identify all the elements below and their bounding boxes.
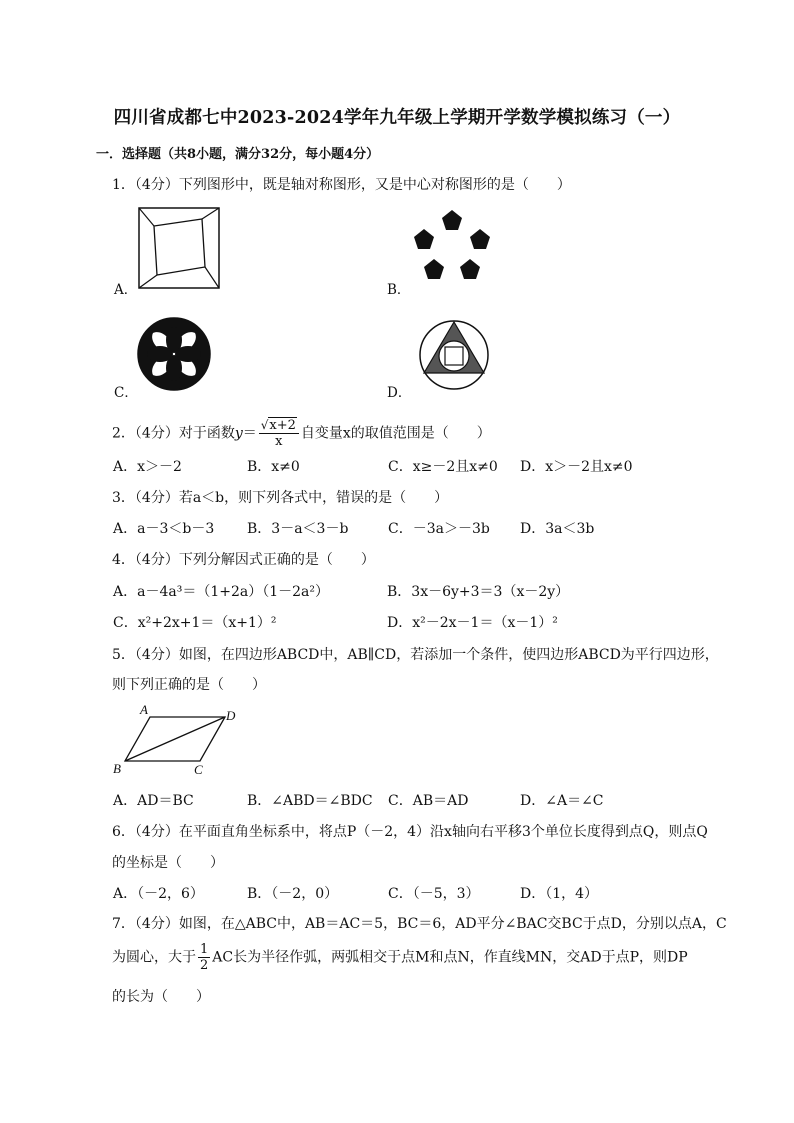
half-numerator: 1 <box>200 942 209 957</box>
q4-option-a[interactable]: A．a－4a³＝（1+2a）（1－2a²） <box>113 584 329 600</box>
fig5-label-a: A <box>140 702 148 717</box>
question-3-text: 3．（4分）若a＜b，则下列各式中，错误的是（ ） <box>112 490 449 506</box>
q2-option-a[interactable]: A．x＞－2 <box>113 459 182 475</box>
figure-1c-label: C． <box>114 385 138 401</box>
question-6-line-1: 6．（4分）在平面直角坐标系中，将点P（－2，4）沿x轴向右平移3个单位长度得到点Q，则点Q <box>112 824 708 840</box>
q5-option-b[interactable]: B．∠ABD＝∠BDC <box>247 793 373 809</box>
q3-option-b[interactable]: B．3－a＜3－b <box>247 521 349 537</box>
figure-1a-squares <box>138 207 220 289</box>
question-5-line-2: 则下列正确的是（ ） <box>112 677 266 693</box>
q5-option-d[interactable]: D．∠A＝∠C <box>520 793 604 809</box>
figure-5-parallelogram <box>110 702 250 778</box>
question-7-line-3: 的长为（ ） <box>112 989 210 1005</box>
figure-1b-label: B． <box>387 282 411 298</box>
question-2-suffix: 自变量x的取值范围是（ ） <box>300 425 491 442</box>
page-title: 四川省成都七中2023-2024学年九年级上学期开学数学模拟练习（一） <box>113 108 681 128</box>
fig5-label-d: D <box>226 708 236 723</box>
question-7-line-2-pre: 为圆心，大于 <box>112 949 196 966</box>
question-6-line-2: 的坐标是（ ） <box>112 855 224 871</box>
q4-option-b[interactable]: B．3x－6y+3＝3（x－2y） <box>387 584 570 600</box>
q4-option-c[interactable]: C．x²+2x+1＝（x+1）² <box>113 615 277 631</box>
question-7-line-2 <box>112 942 688 973</box>
q2-option-d[interactable]: D．x＞－2且x≠0 <box>520 459 633 475</box>
figure-1c-circle-petals <box>137 317 211 391</box>
equals-sign: ＝ <box>242 425 257 442</box>
question-2-text <box>112 418 491 449</box>
figure-1a-label: A． <box>114 282 138 298</box>
question-7-line-2-post: AC长为半径作弧，两弧相交于点M和点N，作直线MN，交AD于点P，则DP <box>212 949 688 966</box>
q3-option-c[interactable]: C．－3a＞－3b <box>388 521 490 537</box>
question-1-text: 1．（4分）下列图形中，既是轴对称图形，又是中心对称图形的是（ ） <box>112 177 571 193</box>
q4-option-d[interactable]: D．x²－2x－1＝（x－1）² <box>387 615 558 631</box>
q2-option-c[interactable]: C．x≥－2且x≠0 <box>388 459 498 475</box>
fraction-numerator: x+2 <box>269 418 296 433</box>
fig5-label-c: C <box>194 762 203 777</box>
q3-option-a[interactable]: A．a－3＜b－3 <box>113 521 215 537</box>
q6-option-c[interactable]: C．（－5，3） <box>388 886 480 902</box>
q2-option-b[interactable]: B．x≠0 <box>247 459 300 475</box>
q3-option-d[interactable]: D．3a＜3b <box>520 521 595 537</box>
half-denominator: 2 <box>200 958 209 973</box>
q6-option-b[interactable]: B．（－2，0） <box>247 886 339 902</box>
q6-option-d[interactable]: D．（1，4） <box>520 886 599 902</box>
q6-option-a[interactable]: A．（－2，6） <box>113 886 204 902</box>
question-2-prefix: 2．（4分）对于函数 <box>112 425 235 442</box>
q5-option-a[interactable]: A．AD＝BC <box>113 793 194 809</box>
section-heading: 一．选择题（共8小题，满分32分，每小题4分） <box>96 147 380 162</box>
fig5-label-b: B <box>113 761 121 776</box>
question-7-line-1: 7．（4分）如图，在△ABC中，AB＝AC＝5，BC＝6，AD平分∠BAC交BC于点D，分别以点A，C <box>112 916 727 932</box>
function-fraction: $\frac{√x+2}{x}$ <box>259 418 299 449</box>
figure-1d-triangle-circle <box>418 319 490 391</box>
question-5-line-1: 5．（4分）如图，在四边形ABCD中，AB∥CD，若添加一个条件，使四边形ABCD为平行四边形， <box>112 647 719 663</box>
fraction-denominator: x <box>275 434 283 449</box>
figure-1d-label: D． <box>387 385 412 401</box>
figure-1b-pentagons <box>410 207 494 287</box>
function-y: y <box>234 425 243 442</box>
question-4-text: 4．（4分）下列分解因式正确的是（ ） <box>112 552 375 568</box>
half-fraction <box>198 942 210 973</box>
q5-option-c[interactable]: C．AB＝AD <box>388 793 469 809</box>
